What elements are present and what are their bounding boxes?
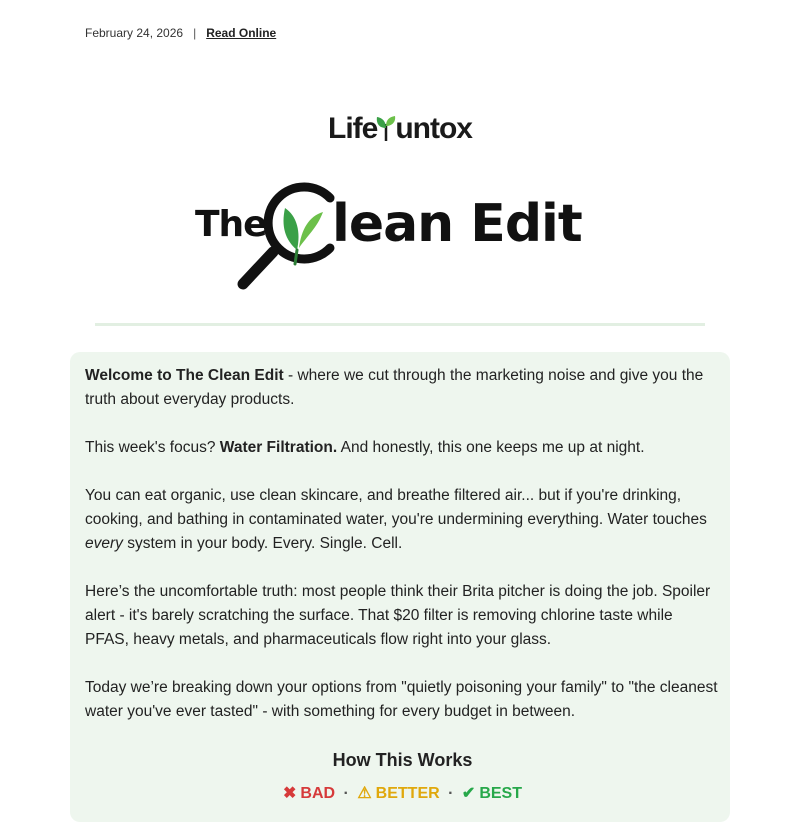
issue-date: February 24, 2026 <box>85 26 184 40</box>
bad-x-icon: ✖ <box>283 785 297 802</box>
intro-content <box>85 364 720 806</box>
logo-text-life: Life <box>328 112 378 145</box>
welcome-bold: Welcome to The Clean Edit <box>85 367 284 384</box>
lifeuntox-logo <box>328 112 472 146</box>
intro-paragraph-today: Today we’re breaking down your options from "quietly poisoning your family" to "the cleanest water you've ever tasted" - with something for every budget in between. <box>85 679 718 720</box>
intro-paragraph-truth: Here’s the uncomfortable truth: most people think their Brita pitcher is doing the job. Spoiler alert - it's barely scratching the surface. That $20 filter is removing chlorine taste while PFAS, heavy metals, and pharmaceuticals flow right into your glass. <box>85 583 711 648</box>
welcome-rest: - where we cut through the marketing noise and give you the truth about everyday products. <box>85 367 704 408</box>
email-header-bar <box>85 26 276 40</box>
legend-bad: BAD <box>300 785 336 802</box>
best-check-icon: ✔ <box>461 785 476 802</box>
legend-better: BETTER <box>375 785 440 802</box>
clean-edit-hero-logo <box>195 176 595 292</box>
header-separator: | <box>193 26 197 40</box>
intro-paragraph-focus <box>85 436 720 460</box>
legend-dot: · <box>343 785 349 802</box>
organic-italic: every <box>85 535 123 552</box>
read-online-link[interactable]: Read Online <box>206 26 277 40</box>
logo-text-untox: untox <box>395 112 472 145</box>
focus-post: And honestly, this one keeps me up at night. <box>337 439 645 456</box>
leaf-icon <box>375 116 397 142</box>
hero-word-the: The <box>195 204 267 245</box>
organic-pre: You can eat organic, use clean skincare, and breathe filtered air... but if you're drinking, cooking, and bathing in contaminated water, you're undermining everything. Water touches <box>85 487 707 528</box>
legend-dot: · <box>448 785 454 802</box>
section-divider <box>95 323 705 326</box>
organic-post: system in your body. Every. Single. Cell. <box>122 535 403 552</box>
intro-paragraph-welcome <box>85 364 720 412</box>
magnifying-glass-icon <box>235 176 345 292</box>
focus-pre: This week's focus? <box>85 439 220 456</box>
focus-topic: Water Filtration. <box>219 439 338 456</box>
brand-header <box>0 112 800 146</box>
better-warning-icon: ⚠ <box>357 785 372 802</box>
legend-best: BEST <box>479 785 522 802</box>
hero-word-lean-edit: lean Edit <box>332 194 582 254</box>
how-this-works-heading: How This Works <box>332 750 473 770</box>
intro-card <box>70 352 730 822</box>
intro-paragraph-organic <box>85 484 720 556</box>
rating-legend <box>85 782 720 806</box>
